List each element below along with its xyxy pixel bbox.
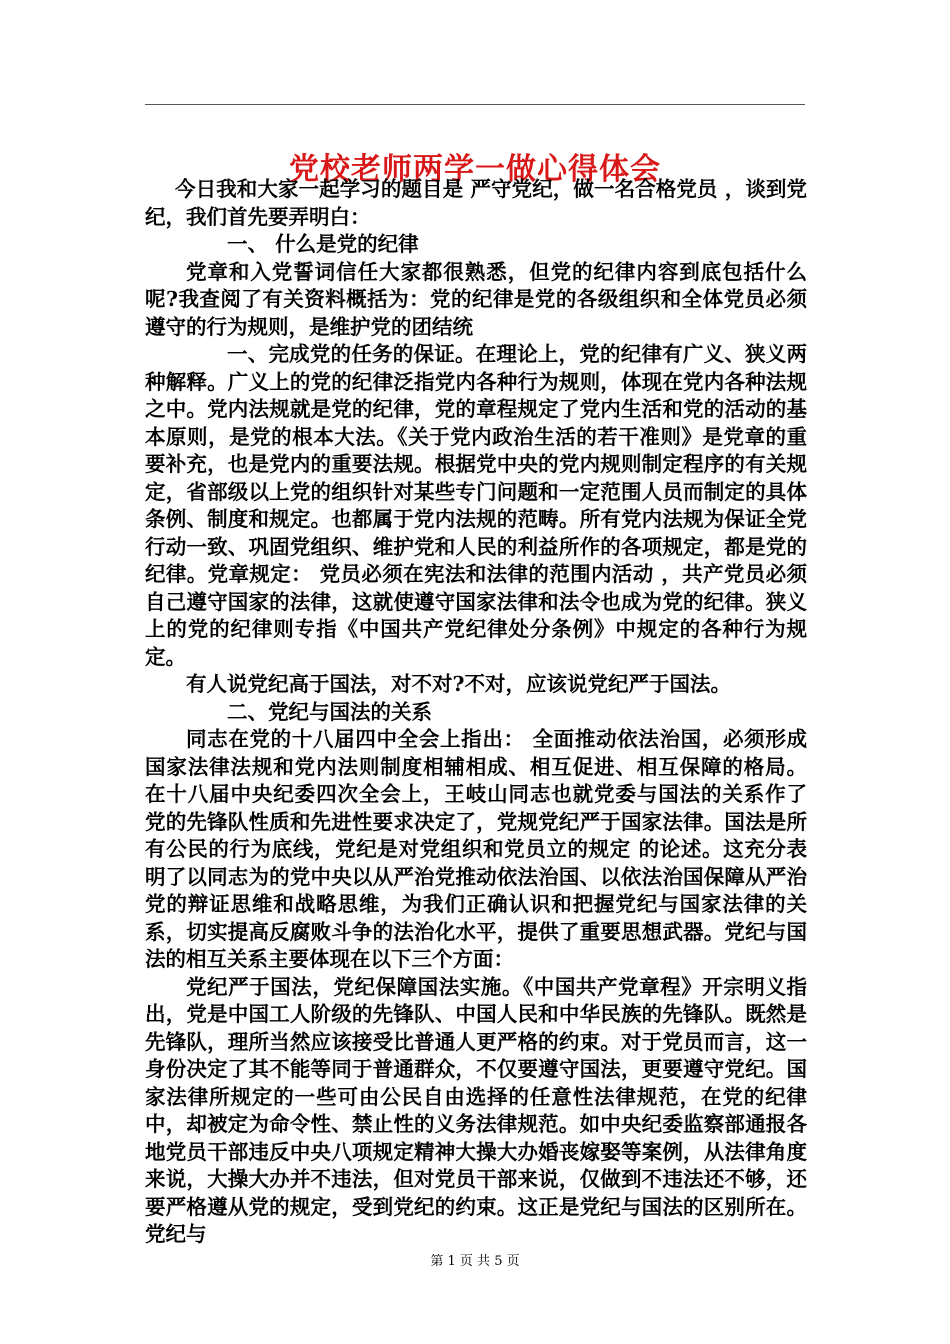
paragraph-intro: 今日我和大家一起学习的题目是 严守党纪，做一名合格党员 ，谈到党纪，我们首先要弄明白： bbox=[145, 177, 807, 229]
header-rule bbox=[145, 104, 805, 105]
paragraph-party-discipline: 党章和入党誓词信任大家都很熟悉，但党的纪律内容到底包括什么呢?我查阅了有关资料概括为：党的纪律是党的各级组织和全体党员必须遵守的行为规则，是维护党的团结统 bbox=[145, 259, 807, 339]
document-title: 党校老师两学一做心得体会 bbox=[289, 152, 661, 188]
paragraph-relationship: 同志在党的十八届四中全会上指出： 全面推动依法治国，必须形成国家法律法规和党内法则制度相辅相成、相互促进、相互保障的格局。 在十八届中央纪委四次全会上，王岐山同志也就党委与国法的关系作了 党的先锋队性质和先进性要求决定了，党规党纪严于国家法律。国法是所有公民的行为底线，党纪是对党组织和党员立的规定 的论述。这充分表明了以同志为的党中央以从严治党推动依法治国、以依法治国保障从严治党的辩证思维和战略思维，为我们正确认识和把握党纪与国家法律的关系，切实提高反腐败斗争的法治化水平，提供了重要思想武器。党纪与国法的相互关系主要体现在以下三个方面： bbox=[145, 727, 807, 971]
paragraph-discipline-vs-law: 有人说党纪高于国法，对不对?不对，应该说党纪严于国法。 bbox=[186, 672, 732, 696]
paragraph-discipline-definition: 一、完成党的任务的保证。在理论上，党的纪律有广义、狭义两种解释。广义上的党的纪律泛指党内各种行为规则，体现在党内各种法规之中。党内法规就是党的纪律，党的章程规定了党内生活和党的活动的基本原则，是党的根本大法。《关于党内政治生活的若干准则》是党章的重要补充，也是党内的重要法规。根据党中央的党内规则制定程序的有关规定，省部级以上党的组织针对某些专门问题和一定范围人员而制定的具体条例、制度和规定。也都属于党内法规的范畴。所有党内法规为保证全党行动一致、巩固党组织、维护党和人民的利益所作的各项规定，都是党的纪律。党章规定： 党员必须在宪法和法律的范围内活动 ，共产党员必须自己遵守国家的法律，这就使遵守国家法律和法令也成为党的纪律。狭义上的党的纪律则专指《中国共产党纪律处分条例》中规定的各种行为规定。 bbox=[145, 342, 807, 669]
paragraph-stricter-than-law: 党纪严于国法，党纪保障国法实施。《中国共产党章程》开宗明义指出，党是中国工人阶级的先锋队、中国人民和中华民族的先锋队。既然是先锋队，理所当然应该接受比普通人更严格的约束。对于党员而言，这一身份决定了其不能等同于普通群众，不仅要遵守国法，更要遵守党纪。国家法律所规定的一些可由公民自由选择的任意性法律规范，在党的纪律中，却被定为命令性、禁止性的义务法律规范。如中央纪委监察部通报各地党员干部违反中央八项规定精神大操大办婚丧嫁娶等案例，从法律角度来说，大操大办并不违法，但对党员干部来说，仅做到不违法还不够，还要严格遵从党的规定，受到党纪的约束。这正是党纪与国法的区别所在。党纪与 bbox=[145, 974, 807, 1246]
section-heading-2: 二、党纪与国法的关系 bbox=[227, 699, 432, 724]
page-number-footer: 第 1 页 共 5 页 bbox=[430, 1254, 520, 1269]
document-body bbox=[145, 176, 807, 1249]
section-heading-1: 一、 什么是党的纪律 bbox=[227, 232, 419, 256]
